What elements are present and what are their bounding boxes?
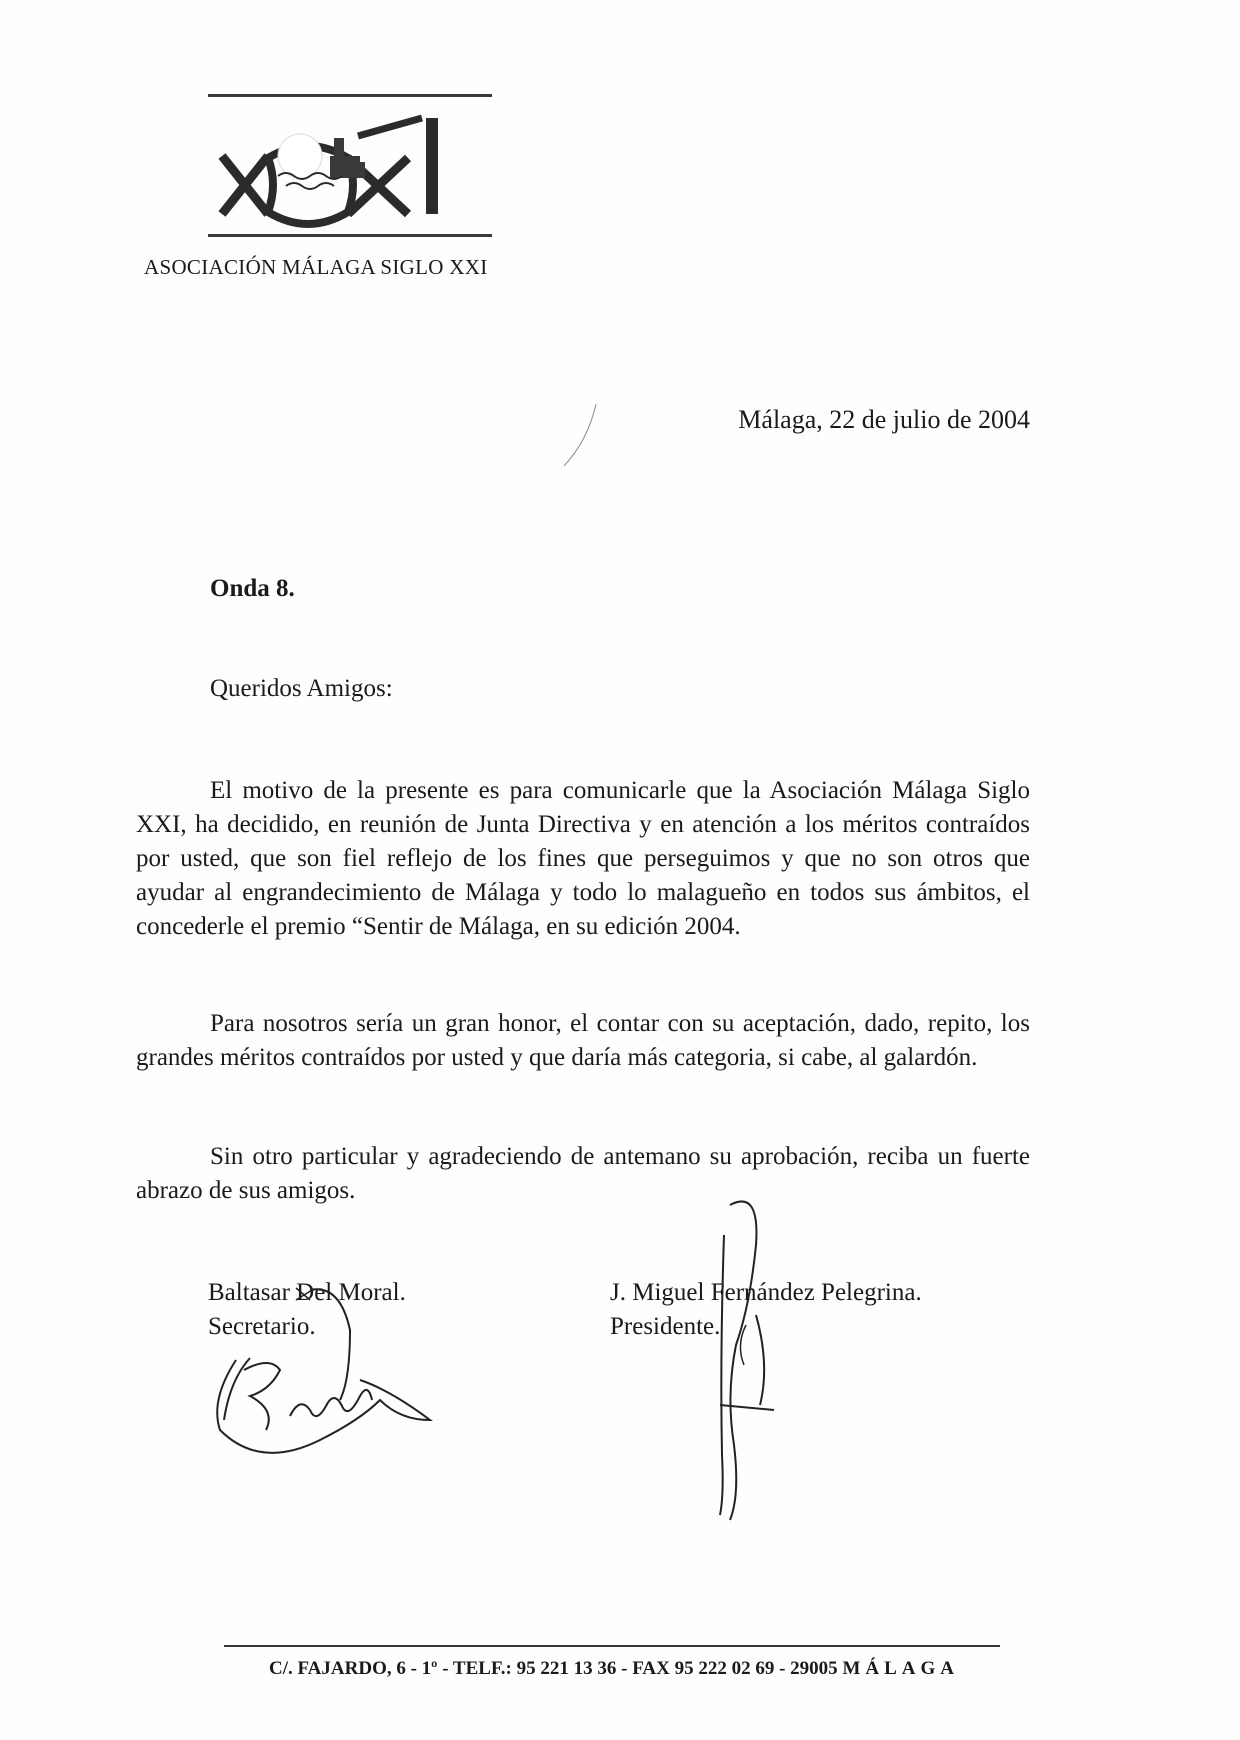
greeting: Queridos Amigos:	[210, 675, 393, 702]
body-paragraph-2: Para nosotros sería un gran honor, el contar con su aceptación, dado, repito, los grandes méritos contraídos por usted y que daría más categoria, si cabe, al galardón.	[136, 1010, 1030, 1071]
recipient: Onda 8.	[210, 575, 295, 602]
footer-city: MÁLAGA	[842, 1658, 959, 1679]
handwritten-signature-right	[700, 1195, 790, 1525]
signer-name-right: J. Miguel Fernández Pelegrina.	[610, 1279, 922, 1306]
handwritten-signature-left	[200, 1270, 440, 1470]
association-logo	[208, 96, 494, 236]
signer-role-right: Presidente.	[610, 1313, 721, 1340]
organization-name: ASOCIACIÓN MÁLAGA SIGLO XXI	[144, 255, 488, 279]
letter-date: Málaga, 22 de julio de 2004	[738, 405, 1030, 434]
scan-mark	[560, 400, 600, 470]
header-bottom-rule	[208, 234, 492, 237]
footer-address	[224, 1658, 1004, 1680]
body-paragraph-3: Sin otro particular y agradeciendo de antemano su aprobación, reciba un fuerte abrazo de sus amigos.	[136, 1143, 1030, 1204]
signer-name-left: Baltasar Del Moral.	[208, 1279, 406, 1306]
signer-role-left: Secretario.	[208, 1313, 316, 1340]
body-paragraph-1: El motivo de la presente es para comunicarle que la Asociación Málaga Siglo XXI, ha decidido, en reunión de Junta Directiva y en atención a los méritos contraídos por usted, que son fiel reflejo de los fines que perseguimos y que no son otros que ayudar al engrandecimiento de Málaga y todo lo malagueño en todos sus ámbitos, el concederle el premio “Sentir de Málaga, en su edición 2004.	[136, 777, 1030, 940]
footer-address-text: C/. FAJARDO, 6 - 1º - TELF.: 95 221 13 36 - FAX 95 222 02 69 - 29005	[268, 1658, 843, 1679]
footer-rule	[224, 1645, 1000, 1647]
